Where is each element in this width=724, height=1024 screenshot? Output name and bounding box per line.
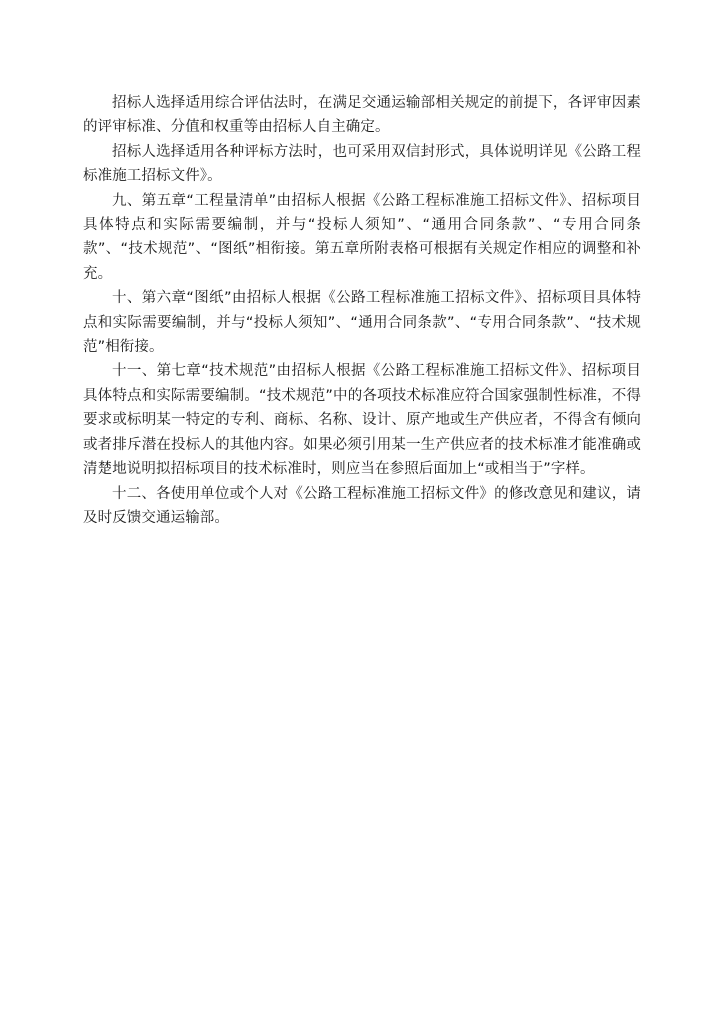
paragraph-item-9-bill-of-quantities: 九、第五章“工程量清单”由招标人根据《公路工程标准施工招标文件》、招标项目具体特点和实际需要编制，并与“投标人须知”、“通用合同条款”、“专用合同条款”、“技术规范”、“图纸”相衔接。第五章所附表格可根据有关规定作相应的调整和补充。 [83, 192, 641, 282]
paragraph-item-10-drawings: 十、第六章“图纸”由招标人根据《公路工程标准施工招标文件》、招标项目具体特点和实际需要编制，并与“投标人须知”、“通用合同条款”、“专用合同条款”、“技术规范”相衔接。 [83, 290, 641, 356]
paragraph-item-12-feedback: 十二、各使用单位或个人对《公路工程标准施工招标文件》的修改意见和建议，请及时反馈交通运输部。 [83, 485, 641, 526]
paragraph-double-envelope: 招标人选择适用各种评标方法时，也可采用双信封形式，具体说明详见《公路工程标准施工招标文件》。 [83, 143, 641, 185]
paragraph-comprehensive-evaluation: 招标人选择适用综合评估法时，在满足交通运输部相关规定的前提下，各评审因素的评审标准、分值和权重等由招标人自主确定。 [83, 95, 641, 136]
document-body [83, 91, 641, 530]
paragraph-item-11-technical-specs: 十一、第七章“技术规范”由招标人根据《公路工程标准施工招标文件》、招标项目具体特点和实际需要编制。“技术规范”中的各项技术标准应符合国家强制性标准，不得要求或标明某一特定的专利、商标、名称、设计、原产地或生产供应者，不得含有倾向或者排斥潜在投标人的其他内容。如果必须引用某一生产供应者的技术标准才能准确或清楚地说明拟招标项目的技术标准时，则应当在参照后面加上“或相当于”字样。 [83, 363, 641, 478]
